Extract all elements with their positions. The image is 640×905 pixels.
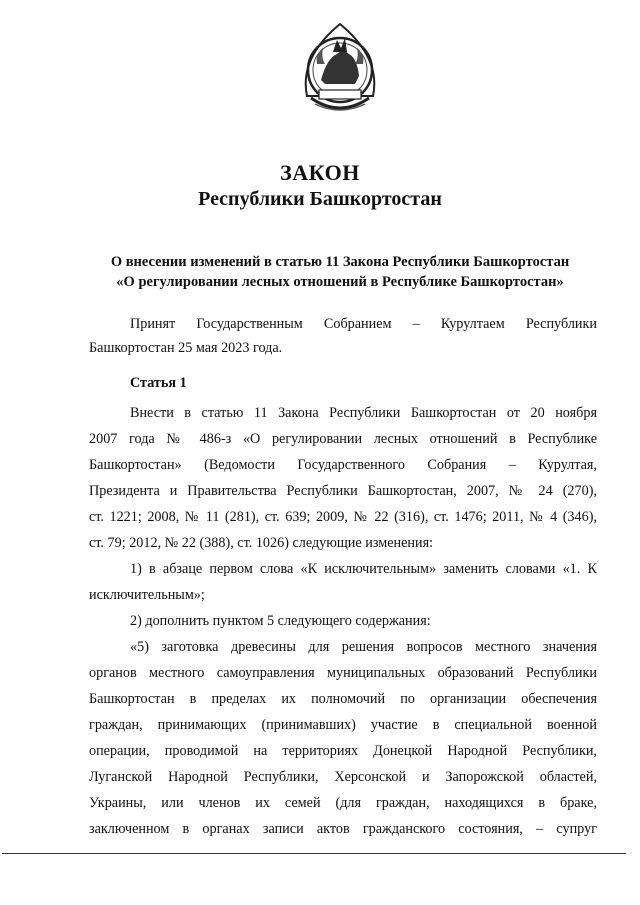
article-heading: Статья 1 <box>130 375 187 391</box>
document-title: ЗАКОН <box>280 160 360 185</box>
paragraph-line: Украины, или членов их семей (для граждан, находящихся в браке, <box>89 795 597 811</box>
paragraph-line: исключительным»; <box>89 587 205 603</box>
paragraph-line: Луганской Народной Республики, Херсонской и Запорожской областей, <box>89 769 597 785</box>
paragraph-line: операции, проводимой на территориях Донецкой Народной Республики, <box>89 743 597 759</box>
paragraph-line: органов местного самоуправления муниципальных образований Республики <box>89 665 597 681</box>
paragraph-line: Президента и Правительства Республики Башкортостан, 2007, № 24 (270), <box>89 483 597 499</box>
paragraph-line: «5) заготовка древесины для решения вопросов местного значения <box>130 639 597 655</box>
scan-edge-divider <box>2 853 626 854</box>
paragraph-line: граждан, принимающих (принимавших) участие в специальной военной <box>89 717 597 733</box>
paragraph-line: 2) дополнить пунктом 5 следующего содержания: <box>130 613 431 629</box>
emblem-icon <box>297 18 383 118</box>
law-subject-line: «О регулировании лесных отношений в Республике Башкортостан» <box>116 274 564 290</box>
adoption-line: Башкортостан 25 мая 2023 года. <box>89 340 283 356</box>
paragraph-line: Башкортостан в пределах их полномочий по организации обеспечения <box>89 691 597 707</box>
law-subject-line: О внесении изменений в статью 11 Закона Республики Башкортостан <box>110 254 570 270</box>
paragraph-line: 2007 года № 486-з «О регулировании лесных отношений в Республике <box>89 431 597 447</box>
paragraph-line: ст. 79; 2012, № 22 (388), ст. 1026) следующие изменения: <box>89 535 434 551</box>
paragraph-line: Башкортостан» (Ведомости Государственного Собрания – Курултая, <box>89 457 597 473</box>
state-emblem <box>297 18 383 118</box>
paragraph-line: Внести в статью 11 Закона Республики Башкортостан от 20 ноября <box>130 405 597 421</box>
paragraph-line: 1) в абзаце первом слова «К исключительным» заменить словами «1. К <box>130 561 597 577</box>
document-subtitle: Республики Башкортостан <box>198 188 442 210</box>
paragraph-line: заключенном в органах записи актов гражданского состояния, – супруг <box>89 821 597 837</box>
paragraph-line: ст. 1221; 2008, № 11 (281), ст. 639; 2009, № 22 (316), ст. 1476; 2011, № 4 (346), <box>89 509 597 525</box>
adoption-line: Принят Государственным Собранием – Курултаем Республики <box>130 316 597 332</box>
